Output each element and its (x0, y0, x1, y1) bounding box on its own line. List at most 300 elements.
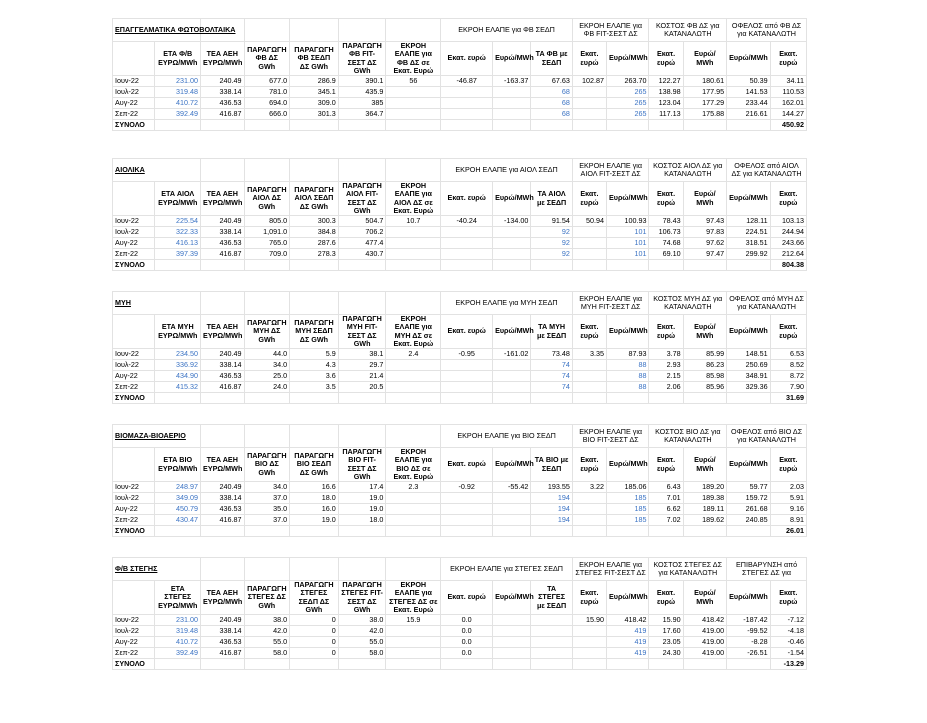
data-cell: 194 (531, 515, 572, 526)
data-cell: 78.43 (649, 216, 683, 227)
data-cell: 189.62 (683, 515, 727, 526)
column-header: Εκατ. ευρώ (649, 315, 683, 349)
table-row (113, 648, 807, 659)
data-cell: 58.0 (244, 648, 290, 659)
data-cell: 189.11 (683, 504, 727, 515)
column-header: Εκατ. ευρώ (649, 182, 683, 216)
total-value: 26.01 (770, 526, 806, 537)
data-cell: 19.0 (338, 504, 386, 515)
column-header: ΕΤΑ ΑΙΟΛ ΕΥΡΩ/MWh (155, 182, 201, 216)
data-cell: 419.00 (683, 626, 727, 637)
column-header: Εκατ. ευρώ (441, 182, 493, 216)
empty-cell (649, 393, 683, 404)
empty-cell (244, 526, 290, 537)
column-header: Ευρώ/MWh (727, 581, 771, 615)
data-cell (493, 360, 531, 371)
empty-cell (531, 659, 572, 670)
column-header: Εκατ. ευρώ (770, 182, 806, 216)
column-header: ΤΑ ΒΙΟ με ΣΕΔΠ (531, 448, 572, 482)
column-header-row (113, 581, 807, 615)
data-cell (386, 504, 441, 515)
empty-header-cell (290, 425, 339, 448)
table-wind (112, 158, 807, 271)
group-header: ΕΚΡΟΗ ΕΛΑΠΕ για ΜΥΗ ΣΕΔΠ (441, 292, 573, 315)
data-cell: 0 (290, 648, 339, 659)
total-row (113, 526, 807, 537)
data-cell: 144.27 (770, 109, 806, 120)
data-cell: 415.32 (155, 382, 201, 393)
row-label: Ιουν-22 (113, 482, 155, 493)
empty-cell (244, 659, 290, 670)
column-header: Ευρώ/MWh (493, 581, 531, 615)
data-cell: 240.85 (727, 515, 771, 526)
data-cell: 35.0 (244, 504, 290, 515)
data-cell: 18.0 (290, 493, 339, 504)
data-cell: 348.91 (727, 371, 771, 382)
data-cell: 85.96 (683, 382, 727, 393)
data-cell: 450.79 (155, 504, 201, 515)
table-row (113, 216, 807, 227)
data-cell: 410.72 (155, 637, 201, 648)
table-hydro (112, 291, 807, 404)
data-cell: 0.0 (441, 637, 493, 648)
column-header: Ευρώ/ MWh (683, 581, 727, 615)
data-cell: 17.60 (649, 626, 683, 637)
data-cell: 349.09 (155, 493, 201, 504)
data-cell: -40.24 (441, 216, 493, 227)
column-header: ΤΕΑ ΑΕΗ ΕΥΡΩ/MWh (201, 315, 245, 349)
row-label: Ιουλ-22 (113, 493, 155, 504)
column-header: ΕΚΡΟΗ ΕΛΑΠΕ για ΜΥΗ ΔΣ σε Εκατ. Ευρώ (386, 315, 441, 349)
data-cell (386, 109, 441, 120)
data-cell: 6.43 (649, 482, 683, 493)
empty-cell (290, 526, 339, 537)
data-cell: 2.15 (649, 371, 683, 382)
empty-header-cell (386, 19, 441, 42)
empty-cell (441, 393, 493, 404)
empty-header-cell (338, 159, 386, 182)
column-header: ΠΑΡΑΓΩΓΗ ΜΥΗ ΔΣ GWh (244, 315, 290, 349)
data-cell: 0.0 (441, 615, 493, 626)
section-title: ΒΙΟΜΑΖΑ-ΒΙΟΑΕΡΙΟ (113, 425, 201, 448)
data-cell: 37.0 (244, 493, 290, 504)
data-cell: 185 (607, 493, 649, 504)
empty-cell (727, 526, 771, 537)
data-cell (572, 98, 606, 109)
table-row (113, 515, 807, 526)
group-header: ΕΚΡΟΗ ΕΛΑΠΕ για ΑΙΟΛ FIT-ΣΕΣΤ ΔΣ (572, 159, 649, 182)
data-cell: 418.42 (606, 615, 648, 626)
data-cell: 287.6 (290, 238, 339, 249)
group-header: ΟΦΕΛΟΣ από ΦΒ ΔΣ για ΚΑΤΑΝΑΛΩΤΗ (727, 19, 807, 42)
data-cell: -163.37 (493, 76, 531, 87)
table-row (113, 349, 807, 360)
data-cell: -99.52 (727, 626, 771, 637)
data-cell: 85.99 (683, 349, 727, 360)
empty-cell (683, 260, 727, 271)
data-cell: 265 (607, 109, 649, 120)
total-row (113, 659, 807, 670)
empty-cell (386, 393, 441, 404)
data-cell: 240.49 (201, 76, 245, 87)
empty-cell (155, 393, 201, 404)
empty-cell (441, 526, 493, 537)
section-title: ΜΥΗ (113, 292, 201, 315)
empty-cell (386, 659, 441, 670)
column-header: ΕΤΑ Φ/Β ΕΥΡΩ/MWh (155, 42, 201, 76)
data-cell (493, 227, 531, 238)
group-header: ΚΟΣΤΟΣ ΜΥΗ ΔΣ για ΚΑΤΑΝΑΛΩΤΗ (649, 292, 727, 315)
column-header: ΠΑΡΑΓΩΓΗ ΜΥΗ ΣΕΔΠ ΔΣ GWh (290, 315, 339, 349)
data-cell: 5.91 (770, 493, 806, 504)
empty-cell (683, 393, 727, 404)
empty-header-cell (201, 425, 245, 448)
data-cell: 92 (531, 238, 572, 249)
empty-header-cell (244, 558, 290, 581)
data-cell: 2.93 (649, 360, 683, 371)
column-header: Εκατ. ευρώ (770, 581, 806, 615)
column-header: ΠΑΡΑΓΩΓΗ ΦΒ FIT-ΣΕΣΤ ΔΣ GWh (338, 42, 386, 76)
data-cell: 244.94 (770, 227, 806, 238)
data-cell: 300.3 (290, 216, 339, 227)
data-cell: 0 (290, 637, 339, 648)
data-cell: 419 (606, 626, 648, 637)
data-cell: 419 (606, 637, 648, 648)
data-cell (572, 87, 606, 98)
data-cell: -161.02 (493, 349, 531, 360)
empty-cell (290, 659, 339, 670)
empty-cell (683, 659, 727, 670)
empty-header-cell (113, 42, 155, 76)
data-cell: 185.06 (607, 482, 649, 493)
data-cell: 666.0 (244, 109, 290, 120)
column-header: ΠΑΡΑΓΩΓΗ ΦΒ ΔΣ GWh (244, 42, 290, 76)
data-cell: 7.90 (770, 382, 806, 393)
data-cell (493, 648, 531, 659)
empty-cell (607, 120, 649, 131)
data-cell (386, 637, 441, 648)
data-cell: 9.16 (770, 504, 806, 515)
data-cell: 103.13 (770, 216, 806, 227)
empty-cell (386, 120, 441, 131)
total-value: 804.38 (770, 260, 806, 271)
data-cell: 436.53 (201, 371, 245, 382)
column-header: Ευρώ/MWh (493, 315, 531, 349)
data-cell (572, 515, 606, 526)
empty-header-cell (201, 558, 245, 581)
data-cell: 162.01 (770, 98, 806, 109)
empty-header-cell (113, 448, 155, 482)
empty-header-cell (290, 19, 339, 42)
data-cell: 234.50 (155, 349, 201, 360)
data-cell (441, 98, 493, 109)
table-row (113, 493, 807, 504)
data-cell (572, 249, 606, 260)
table-bio (112, 424, 807, 537)
column-header: Εκατ. ευρώ (572, 315, 606, 349)
data-cell: 248.97 (155, 482, 201, 493)
row-label: Ιουλ-22 (113, 360, 155, 371)
data-cell: 309.0 (290, 98, 339, 109)
data-cell: 159.72 (727, 493, 771, 504)
data-cell: 3.5 (290, 382, 339, 393)
data-cell: 38.0 (244, 615, 290, 626)
data-cell: 240.49 (201, 482, 245, 493)
data-cell (493, 98, 531, 109)
empty-header-cell (386, 292, 441, 315)
data-cell: 436.53 (201, 504, 245, 515)
data-cell (572, 504, 606, 515)
empty-cell (155, 526, 201, 537)
group-header: ΟΦΕΛΟΣ από ΒΙΟ ΔΣ για ΚΑΤΑΝΑΛΩΤΗ (727, 425, 807, 448)
data-cell: -0.92 (441, 482, 493, 493)
column-header: ΠΑΡΑΓΩΓΗ ΑΙΟΛ ΣΕΔΠ ΔΣ GWh (290, 182, 339, 216)
data-cell (493, 493, 531, 504)
data-cell: 59.77 (727, 482, 771, 493)
empty-header-cell (201, 159, 245, 182)
column-header-row (113, 42, 807, 76)
data-cell: 88 (607, 360, 649, 371)
data-cell (493, 109, 531, 120)
data-cell: 42.0 (244, 626, 290, 637)
data-cell: 50.39 (727, 76, 771, 87)
row-label: Ιουλ-22 (113, 626, 155, 637)
data-cell: 123.04 (649, 98, 683, 109)
data-cell: 430.47 (155, 515, 201, 526)
data-cell: 37.0 (244, 515, 290, 526)
data-cell: 265 (607, 87, 649, 98)
column-header: Ευρώ/MWh (607, 42, 649, 76)
data-cell: 91.54 (531, 216, 572, 227)
data-cell: 19.0 (290, 515, 339, 526)
data-cell (572, 382, 606, 393)
data-cell: 3.35 (572, 349, 606, 360)
column-header: Εκατ. ευρώ (572, 448, 606, 482)
data-cell: 392.49 (155, 109, 201, 120)
empty-cell (683, 526, 727, 537)
column-header: Ευρώ/MWh (493, 448, 531, 482)
table-row (113, 504, 807, 515)
row-label: Αυγ-22 (113, 504, 155, 515)
row-label: Ιουν-22 (113, 349, 155, 360)
data-cell (572, 360, 606, 371)
data-cell: 189.38 (683, 493, 727, 504)
total-value: -13.29 (770, 659, 806, 670)
column-header: Ευρώ/ MWh (683, 42, 727, 76)
data-cell: 34.11 (770, 76, 806, 87)
data-cell: 781.0 (244, 87, 290, 98)
empty-header-cell (113, 182, 155, 216)
data-cell: 19.0 (338, 493, 386, 504)
column-header: ΠΑΡΑΓΩΓΗ ΦΒ ΣΕΔΠ ΔΣ GWh (290, 42, 339, 76)
data-cell: 106.73 (649, 227, 683, 238)
column-header: Ευρώ/MWh (727, 448, 771, 482)
data-cell (441, 227, 493, 238)
column-header: Ευρώ/MWh (607, 448, 649, 482)
column-header: Ευρώ/MWh (607, 315, 649, 349)
data-cell (531, 648, 572, 659)
data-cell (493, 371, 531, 382)
data-cell: 138.98 (649, 87, 683, 98)
data-cell: 0 (290, 626, 339, 637)
data-cell: 250.69 (727, 360, 771, 371)
section-title: ΑΙΟΛΙΚΑ (113, 159, 201, 182)
data-cell: 74 (531, 371, 572, 382)
data-cell: 16.6 (290, 482, 339, 493)
data-cell: 231.00 (155, 76, 201, 87)
data-cell: 392.49 (155, 648, 201, 659)
data-cell (386, 371, 441, 382)
column-header: Ευρώ/MWh (493, 182, 531, 216)
data-cell: 189.20 (683, 482, 727, 493)
empty-cell (572, 393, 606, 404)
data-cell: 34.0 (244, 360, 290, 371)
data-cell (493, 615, 531, 626)
column-header: ΤΕΑ ΑΕΗ ΕΥΡΩ/MWh (201, 182, 245, 216)
data-cell: 416.87 (201, 249, 245, 260)
section-pv (112, 18, 807, 131)
data-cell: 74 (531, 382, 572, 393)
table-row (113, 482, 807, 493)
total-label: ΣΥΝΟΛΟ (113, 120, 155, 131)
data-cell: 709.0 (244, 249, 290, 260)
group-header: ΕΚΡΟΗ ΕΛΑΠΕ για ΜΥΗ FIT-ΣΕΣΤ ΔΣ (572, 292, 649, 315)
data-cell: 419.00 (683, 637, 727, 648)
data-cell: 240.49 (201, 349, 245, 360)
data-cell: 216.61 (727, 109, 771, 120)
data-cell: 0 (290, 615, 339, 626)
data-cell: 58.0 (338, 648, 386, 659)
table-row (113, 371, 807, 382)
column-header: Εκατ. ευρώ (441, 448, 493, 482)
data-cell: 225.54 (155, 216, 201, 227)
data-cell: 23.05 (649, 637, 683, 648)
column-header: ΕΤΑ ΣΤΕΓΕΣ ΕΥΡΩ/MWh (155, 581, 201, 615)
data-cell: 194 (531, 504, 572, 515)
data-cell (493, 87, 531, 98)
empty-header-cell (290, 292, 339, 315)
data-cell (386, 87, 441, 98)
empty-cell (201, 393, 245, 404)
data-cell: -0.95 (441, 349, 493, 360)
data-cell: 299.92 (727, 249, 771, 260)
data-cell: 24.0 (244, 382, 290, 393)
data-cell: 16.0 (290, 504, 339, 515)
section-roof (112, 557, 807, 670)
total-value: 31.69 (770, 393, 806, 404)
data-cell: 102.87 (572, 76, 606, 87)
column-header: ΠΑΡΑΓΩΓΗ ΒΙΟ ΔΣ GWh (244, 448, 290, 482)
empty-cell (493, 260, 531, 271)
row-label: Ιουν-22 (113, 216, 155, 227)
data-cell: -4.18 (770, 626, 806, 637)
column-header: ΠΑΡΑΓΩΓΗ ΑΙΟΛ ΔΣ GWh (244, 182, 290, 216)
group-header: ΕΠΙΒΑΡΥΝΣΗ από ΣΤΕΓΕΣ ΔΣ για (727, 558, 807, 581)
data-cell: 8.52 (770, 360, 806, 371)
data-cell: 224.51 (727, 227, 771, 238)
data-cell: 97.47 (683, 249, 727, 260)
data-cell: 416.87 (201, 382, 245, 393)
data-cell: 21.4 (338, 371, 386, 382)
data-cell: 418.42 (683, 615, 727, 626)
empty-cell (493, 526, 531, 537)
total-label: ΣΥΝΟΛΟ (113, 526, 155, 537)
data-cell (531, 626, 572, 637)
column-header: Εκατ. ευρώ (572, 581, 606, 615)
data-cell: 7.02 (649, 515, 683, 526)
group-header: ΚΟΣΤΟΣ ΣΤΕΓΕΣ ΔΣ για ΚΑΤΑΝΑΛΩΤΗ (649, 558, 727, 581)
column-header: Εκατ. ευρώ (649, 581, 683, 615)
data-cell: 2.06 (649, 382, 683, 393)
group-header: ΟΦΕΛΟΣ από ΑΙΟΛ ΔΣ για ΚΑΤΑΝΑΛΩΤΗ (727, 159, 807, 182)
row-label: Σεπ-22 (113, 249, 155, 260)
data-cell: 416.87 (201, 109, 245, 120)
group-header: ΕΚΡΟΗ ΕΛΑΠΕ για ΒΙΟ ΣΕΔΠ (441, 425, 573, 448)
data-cell: 74 (531, 360, 572, 371)
data-cell: 410.72 (155, 98, 201, 109)
empty-header-cell (386, 558, 441, 581)
group-header: ΕΚΡΟΗ ΕΛΑΠΕ για ΦΒ ΣΕΔΠ (441, 19, 573, 42)
data-cell: 88 (607, 382, 649, 393)
data-cell: 286.9 (290, 76, 339, 87)
total-row (113, 260, 807, 271)
row-label: Σεπ-22 (113, 109, 155, 120)
row-label: Ιουλ-22 (113, 227, 155, 238)
group-header: ΟΦΕΛΟΣ από ΜΥΗ ΔΣ για ΚΑΤΑΝΑΛΩΤΗ (727, 292, 807, 315)
data-cell (572, 637, 606, 648)
empty-cell (290, 120, 339, 131)
empty-cell (201, 659, 245, 670)
group-header: ΕΚΡΟΗ ΕΛΑΠΕ για ΒΙΟ FIT-ΣΕΣΤ ΔΣ (572, 425, 649, 448)
data-cell: 434.90 (155, 371, 201, 382)
empty-cell (155, 659, 201, 670)
data-cell (493, 515, 531, 526)
data-cell: 10.7 (386, 216, 441, 227)
empty-cell (531, 120, 572, 131)
section-title: ΕΠΑΓΓΕΛΜΑΤΙΚΑ ΦΩΤΟΒΟΛΤΑΙΚΑ (113, 19, 201, 42)
data-cell: 97.62 (683, 238, 727, 249)
column-header: Ευρώ/ MWh (683, 315, 727, 349)
group-header: ΚΟΣΤΟΣ ΦΒ ΔΣ για ΚΑΤΑΝΑΛΩΤΗ (649, 19, 727, 42)
column-header: ΤΕΑ ΑΕΗ ΕΥΡΩ/MWh (201, 581, 245, 615)
data-cell: 55.0 (244, 637, 290, 648)
data-cell: 240.49 (201, 216, 245, 227)
data-cell (441, 249, 493, 260)
table-row (113, 249, 807, 260)
data-cell: 4.3 (290, 360, 339, 371)
data-cell: 15.90 (572, 615, 606, 626)
column-header: ΤΑ ΜΥΗ με ΣΕΔΠ (531, 315, 572, 349)
column-header: Εκατ. ευρώ (441, 581, 493, 615)
table-row (113, 98, 807, 109)
data-cell (493, 382, 531, 393)
section-bio (112, 424, 807, 537)
column-header: ΤΑ ΣΤΕΓΕΣ με ΣΕΔΠ (531, 581, 572, 615)
data-cell: 101 (607, 238, 649, 249)
total-label: ΣΥΝΟΛΟ (113, 260, 155, 271)
group-header: ΚΟΣΤΟΣ ΒΙΟ ΔΣ για ΚΑΤΑΝΑΛΩΤΗ (649, 425, 727, 448)
row-label: Σεπ-22 (113, 382, 155, 393)
column-header: Εκατ. ευρώ (441, 42, 493, 76)
data-cell: -26.51 (727, 648, 771, 659)
data-cell: 263.70 (607, 76, 649, 87)
data-cell: 3.22 (572, 482, 606, 493)
data-cell: 122.27 (649, 76, 683, 87)
data-cell: -1.54 (770, 648, 806, 659)
column-header-row (113, 315, 807, 349)
empty-cell (649, 659, 683, 670)
column-header: ΠΑΡΑΓΩΓΗ ΒΙΟ ΣΕΔΠ ΔΣ GWh (290, 448, 339, 482)
